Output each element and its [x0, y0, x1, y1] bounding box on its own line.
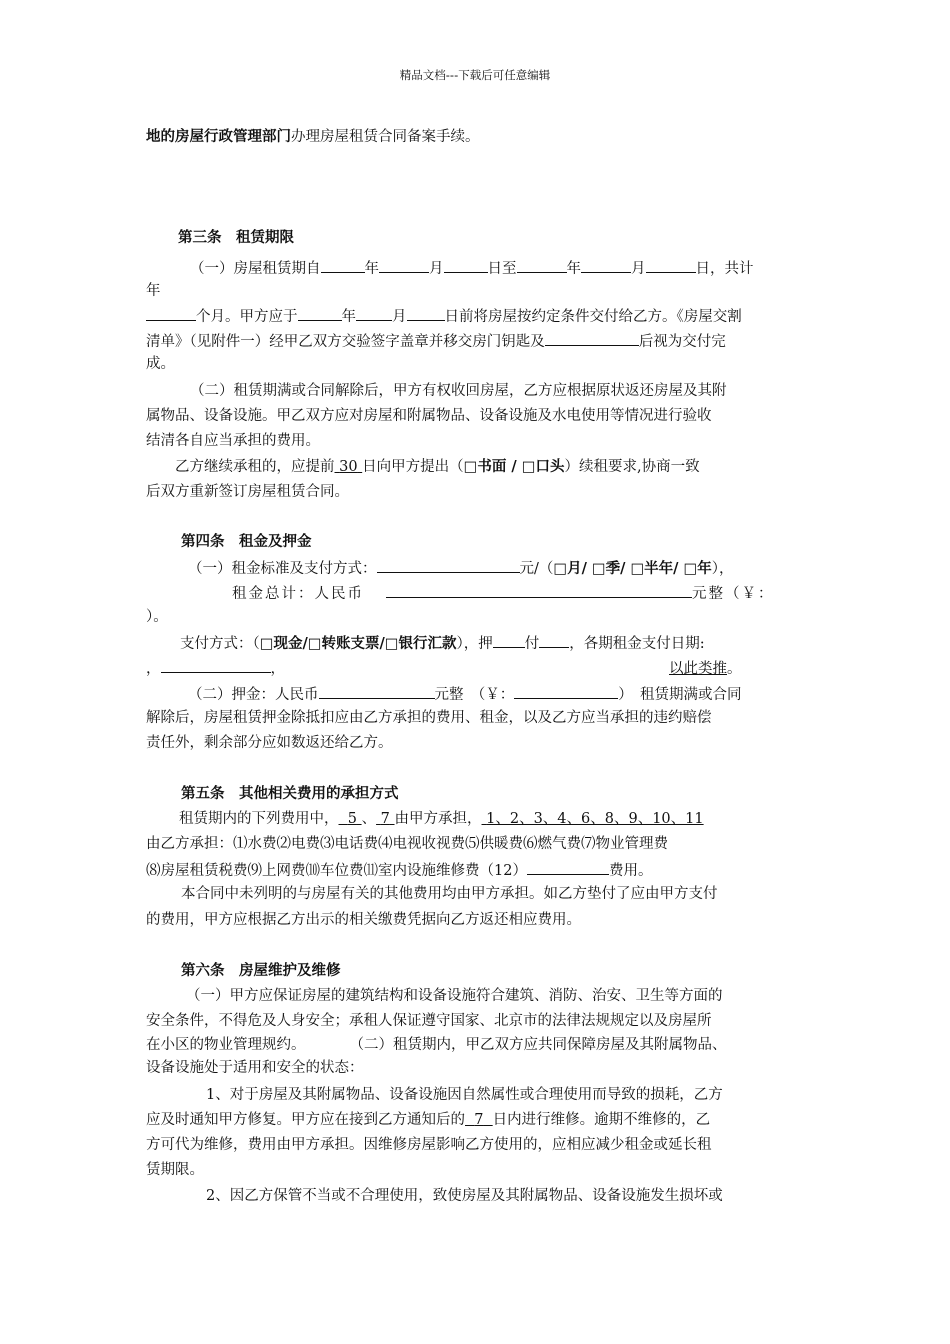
art6-line4: 设备设施处于适用和安全的状态：: [146, 1060, 364, 1076]
art6-line5: 1、对于房屋及其附属物品、设备设施因自然属性或合理使用而导致的损耗，乙方: [206, 1087, 723, 1103]
art3-p3-line2: 后双方重新签订房屋租赁合同。: [146, 484, 349, 500]
art6-line8: 赁期限。: [146, 1162, 204, 1178]
article5-heading: 第五条 其他相关费用的承担方式: [181, 785, 399, 802]
art4-line4: 支付方式：（□现金/□转账支票/□银行汇款），押 付 ，各期租金支付日期:: [180, 632, 705, 654]
art4-line5: ， ， 以此类推。: [146, 657, 742, 679]
article6-heading: 第六条 房屋维护及维修: [181, 962, 341, 979]
art6-line2: 安全条件，不得危及人身安全；承租人保证遵守国家、北京市的法律法规规定以及房屋所: [146, 1013, 712, 1029]
art5-line1: 租赁期内的下列费用中， 5 、 7 由甲方承担， 1、2、3、4、6、8、9、10、11: [179, 811, 704, 827]
art3-p1-line4: 清单》（见附件一）经甲乙双方交验签字盖章并移交房门钥匙及 后视为交付完: [146, 330, 726, 352]
art3-p3-line1: 乙方继续承租的，应提前 30 日向甲方提出（□书面 / □口头）续租要求,协商一致: [175, 458, 700, 475]
art6-line6: 应及时通知甲方修复。甲方应在接到乙方通知后的 7 日内进行维修。逾期不维修的，乙: [146, 1112, 711, 1128]
art6-line1: （一）甲方应保证房屋的建筑结构和设备设施符合建筑、消防、治安、卫生等方面的: [186, 988, 723, 1004]
intro-line: 地的房屋行政管理部门办理房屋租赁合同备案手续。: [146, 128, 480, 145]
art4-line3: ）。: [146, 609, 168, 625]
art6-line3: 在小区的物业管理规约。 （二）租赁期内，甲乙双方应共同保障房屋及其附属物品、: [146, 1037, 727, 1053]
art4-line8: 责任外，剩余部分应如数返还给乙方。: [146, 735, 393, 751]
art3-p2-line2: 属物品、设备设施。甲乙双方应对房屋和附属物品、设备设施及水电使用等情况进行验收: [146, 408, 712, 424]
art3-p2-line3: 结清各自应当承担的费用。: [146, 433, 320, 449]
art5-line5: 的费用，甲方应根据乙方出示的相关缴费凭据向乙方返还相应费用。: [146, 912, 581, 928]
article4-heading: 第四条 租金及押金: [181, 533, 312, 550]
art6-line9: 2、因乙方保管不当或不合理使用，致使房屋及其附属物品、设备设施发生损坏或: [206, 1188, 723, 1204]
art6-line7: 方可代为维修，费用由甲方承担。因维修房屋影响乙方使用的，应相应减少租金或延长租: [146, 1137, 712, 1153]
art5-line2: 由乙方承担：⑴水费⑵电费⑶电话费⑷电视收视费⑸供暖费⑹燃气费⑺物业管理费: [146, 836, 668, 852]
art3-p2-line1: （二）租赁期满或合同解除后，甲方有权收回房屋，乙方应根据原状返还房屋及其附: [190, 383, 727, 399]
page-header: 精品文档---下载后可任意编辑: [399, 68, 551, 82]
art4-line6: （二）押金：人民币 元整 （￥： ） 租赁期满或合同: [188, 683, 742, 705]
art3-p1-line3: 个月。甲方应于 年 月 日前将房屋按约定条件交付给乙方。《房屋交割: [146, 305, 742, 327]
article3-heading: 第三条 租赁期限: [178, 229, 294, 246]
art3-p1-line1: （一）房屋租赁期自 年 月 日至 年 月 日，共计: [190, 257, 754, 279]
art3-p1-line5: 成。: [146, 356, 175, 372]
art5-line4: 本合同中未列明的与房屋有关的其他费用均由甲方承担。如乙方垫付了应由甲方支付: [181, 886, 718, 902]
art3-p1-line2: 年: [146, 283, 161, 299]
art5-line3: ⑻房屋租赁税费⑼上网费⑽车位费⑾室内设施维修费（12） 费用。: [146, 859, 652, 881]
art4-line1: （一）租金标准及支付方式： 元/（□月/ □季/ □半年/ □年），: [188, 557, 733, 579]
art4-line7: 解除后，房屋租赁押金除抵扣应由乙方承担的费用、租金，以及乙方应当承担的违约赔偿: [146, 710, 712, 726]
art4-line2: 租金总计：人民币 元整（￥：: [232, 582, 775, 604]
